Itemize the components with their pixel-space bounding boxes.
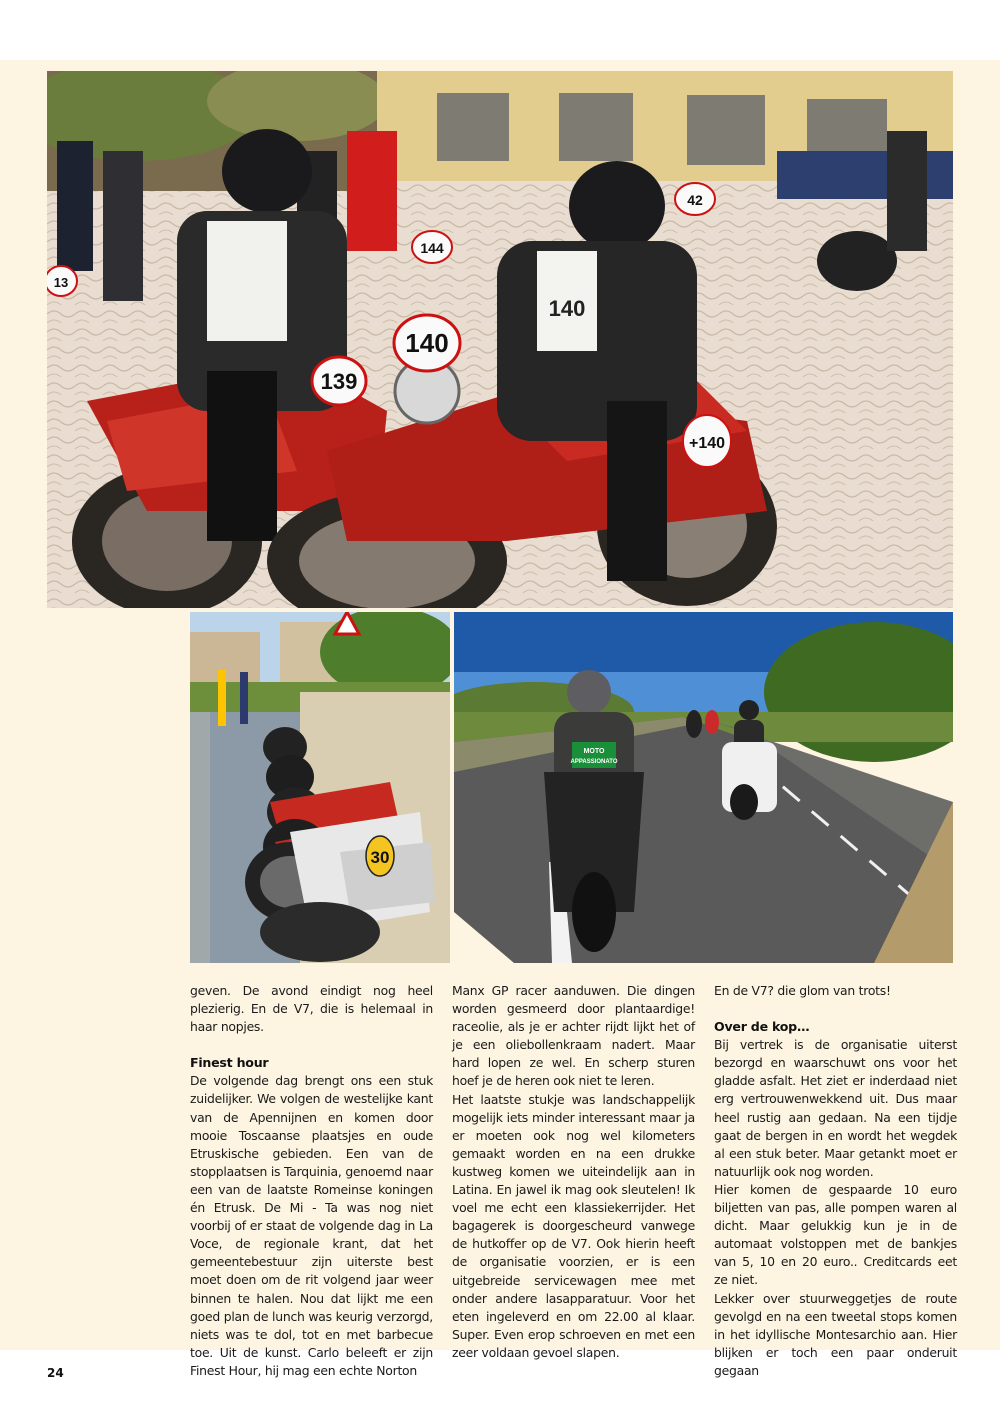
- paragraph: Lekker over stuurweggetjes de route gevolgd en na een tweetal stops komen in het idyllische Montesarchio aan. Hier blijken er toch een paar onderuit gegaan: [714, 1290, 957, 1378]
- photo-riders-on-road: [454, 612, 953, 963]
- photo-parked-motorcycles: [190, 612, 450, 963]
- paragraph: Manx GP racer aanduwen. Die dingen worden gesmeerd door plantaardige! raceolie, als je er achter rijdt lijkt het of je een oliebollenkraam nadert. Maar hard lopen ze wel. En scherp sturen hoef je de heren ook niet te leren.: [452, 983, 695, 1089]
- number-plate-144: 144: [420, 240, 444, 256]
- paragraph: geven. De avond eindigt nog heel plezierig. En de V7, die is helemaal in haar nopjes.: [190, 983, 433, 1035]
- article-column-3: [714, 982, 957, 1380]
- paragraph: Hier komen de gespaarde 10 euro biljetten van pas, alle pompen waren al dicht. Maar gelukkig kun je in de automaat volstoppen met de bankjes van 5, 10 en 20 euro.. Creditcards eet ze niet.: [714, 1181, 957, 1288]
- number-plate-140: 140: [405, 328, 449, 358]
- heading-over-de-kop: Over de kop…: [714, 1019, 810, 1035]
- bib-number: 140: [548, 296, 586, 321]
- number-plate-side-140: +140: [688, 435, 726, 452]
- photo-motorcycle-gathering: [47, 71, 953, 608]
- number-plate-30: 30: [370, 848, 390, 867]
- article-column-2: [452, 982, 695, 1362]
- heading-finest-hour: Finest hour: [190, 1055, 269, 1071]
- paragraph: Bij vertrek is de organisatie uiterst bezorgd en waarschuwt ons voor het gladde asfalt. Het ziet er inderdaad niet erg vertrouwenwekkend uit. Dus maar heel rustig aan gedaan. Na een tijdje gaat de bergen in en wordt het wegdek al een stuk beter. Maar getankt moet er natuurlijk ook nog worden.: [714, 1037, 957, 1179]
- number-plate-139: 139: [320, 369, 358, 394]
- paragraph: En de V7? die glom van trots!: [714, 983, 891, 998]
- paragraph: De volgende dag brengt ons een stuk zuidelijker. We volgen de westelijke kant van de Apennijnen en komen door mooie Toscaanse plaatsjes en oude Etruskische gebieden. Een van de stopplaatsen is Tarquinia, genoemd naar een van de laatste Romeinse koningen én Etrusk. De Mi - Ta was nog niet voorbij of er staat de volgende dag in La Voce, de regionale krant, dat het gemeentebestuur zijn uiterste best moet doen om de rit volgend jaar weer binnen te halen. Nou dat lijkt me een goed plan de lunch was keurig verzorgd, niets was te dol, tot en met barbecue toe. Uit de kunst. Carlo beleeft er zijn Finest Hour, hij mag een echte Norton: [190, 1073, 433, 1378]
- number-plate-13: 13: [53, 275, 69, 290]
- paragraph: Het laatste stukje was landschappelijk mogelijk iets minder interessant maar ja er moeten ook nog wel kilometers gemaakt worden en na een drukke kustweg komen we uiteindelijk aan in Latina. En jawel ik mag ook sleutelen! Ik voel me echt een klassiekerrijder. Het bagagerek is doorgescheurd vanwege de hutkoffer op de V7. Ook hierin heeft de organisatie voorzien, er is een uitgebreide servicewagen mee met onder andere lasapparatuur. Voor het eten ingeleverd en om 22.00 al klaar. Super. Even erop schroeven en met een zeer voldaan gevoel slapen.: [452, 1091, 695, 1360]
- number-plate-42: 42: [687, 192, 703, 208]
- article-column-1: [190, 982, 433, 1380]
- bib-line-2: APPASSIONATO: [570, 759, 618, 765]
- bib-line-1: MOTO: [583, 748, 605, 755]
- page-number: 24: [47, 1366, 64, 1380]
